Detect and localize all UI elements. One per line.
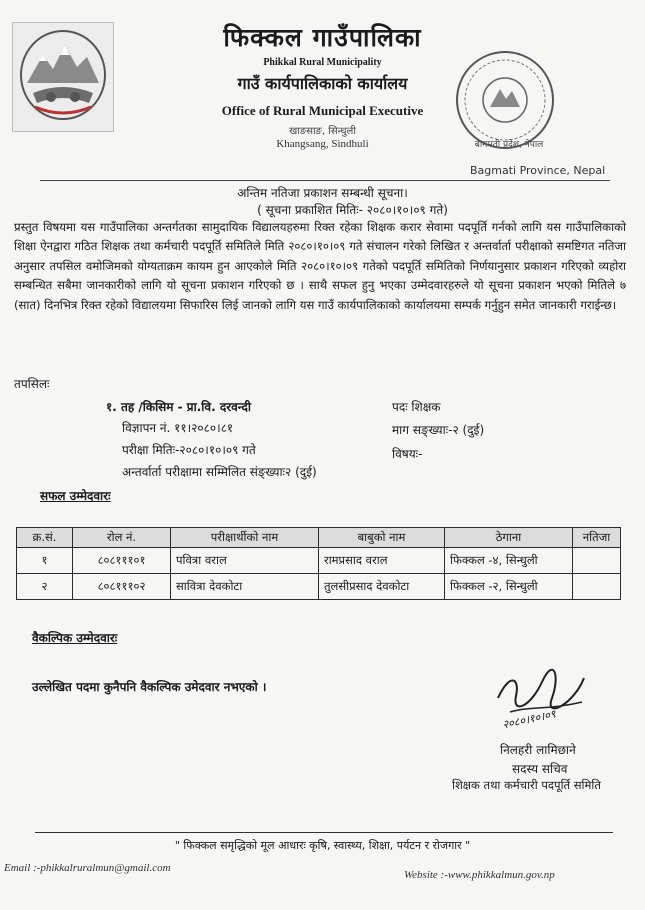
province-label: Bagmati Province, Nepal — [470, 164, 606, 177]
tapsil-label: तपसिलः — [14, 377, 50, 391]
committee-name: शिक्षक तथा कर्मचारी पदपूर्ति समिति — [452, 778, 601, 792]
column-header: रोल नं. — [73, 528, 171, 548]
column-header: क्र.सं. — [17, 528, 73, 548]
table-row — [17, 574, 621, 600]
column-header: बाबुको नाम — [319, 528, 445, 548]
footer-slogan: " फिक्कल समृद्धिको मूल आधारः कृषि, स्वास्थ्य, शिक्षा, पर्यटन र रोजगार " — [174, 839, 471, 852]
office-place-en: Khangsang, Sindhuli — [276, 138, 369, 150]
column-header: नतिजा — [573, 528, 621, 548]
detail-advert-no: विज्ञापन नं. ११।२०८०।८१ — [122, 421, 234, 435]
footer-website: Website :-www.phikkalmun.gov.np — [404, 869, 555, 881]
column-header: ठेगाना — [445, 528, 573, 548]
signature-date: २०८०।१०।०९ — [501, 707, 557, 732]
office-title-en: Office of Rural Municipal Executive — [221, 103, 424, 118]
notice-body: प्रस्तुत विषयमा यस गाउँपालिका अन्तर्गतका सामुदायिक विद्यालयहरुमा रिक्त रहेका शिक्षक करार सेवामा पदपूर्ति गर्नको लागि यस गाउँपालिकाको शिक्षा ऐनद्वारा गठित शिक्षक तथा कर्मचारी पदपूर्ति समितिले मिति २०८०।१०।०९ गते संचालन गरेको लिखित र अन्तर्वार्ता परीक्षाको समष्टिगत नतिजा अनुसार तपसिल वमोजिमको योग्यताक्रम कायम हुन आएकोले मिति २०८०।१०।०९ गतेको पदपूर्ति समितिको निर्णयानुसार प्रकाशन गरिएको व्यहोरा सम्बन्धित सबैमा जानकारीको लागि यो सूचना प्रकाशन गरिएको छ । साथै सफल हुनु भएका उम्मेदवारहरुले यो सूचना प्रकाशन भएको मितिले ७ (सात) दिनभित्र रिक्त रहेको विद्यालयमा सिफारिस लिई जानको लागि यस गाउँ कार्यपालिकाको कार्यालयमा सम्पर्क गर्नुहुन समेत जानकारी गराईन्छ। — [14, 220, 626, 312]
detail-exam-date: परीक्षा मितिः-२०८०।१०।०९ गते — [122, 443, 256, 457]
notice-subject: अन्तिम नतिजा प्रकाशन सम्बन्धी सूचना। — [237, 186, 408, 200]
cell-address: फिक्कल -४, सिन्धुली — [445, 548, 573, 574]
seal-province: बागमती प्रदेश, नेपाल — [474, 140, 544, 150]
signatory-name: निलहरी लामिछाने — [500, 743, 576, 757]
successful-heading: सफल उम्मेदवारः — [40, 489, 111, 503]
cell-roll-no: ८०८१११०२ — [73, 574, 171, 600]
cell-candidate-name: पवित्रा वराल — [171, 548, 319, 574]
cell-father-name: तुलसीप्रसाद देवकोटा — [319, 574, 445, 600]
detail-subject: विषयः- — [392, 447, 423, 461]
office-place: खाङसाङ, सिन्धुली — [289, 126, 356, 137]
published-date: ( सूचना प्रकाशित मितिः- २०८०।१०।०९ गते) — [257, 203, 448, 217]
table-header-row — [17, 528, 621, 548]
table-row — [17, 548, 621, 574]
detail-demand: माग सङ्ख्याः-२ (दुई) — [392, 423, 485, 437]
footer-email: Email :-phikkalruralmun@gmail.com — [4, 862, 171, 874]
alternate-text: उल्लेखित पदमा कुनैपनि वैकल्पिक उमेदवार नभएको । — [32, 680, 267, 694]
cell-father-name: रामप्रसाद वराल — [319, 548, 445, 574]
municipality-title-en: Phikkal Rural Municipality — [263, 57, 382, 68]
cell-candidate-name: सावित्रा देवकोटा — [171, 574, 319, 600]
cell-result — [573, 548, 621, 574]
cell-result — [573, 574, 621, 600]
municipality-title: फिक्कल गाउँपालिका — [223, 23, 422, 52]
detail-level: १. तह /किसिम - प्रा.वि. दरवन्दी — [106, 400, 251, 414]
municipality-seal — [450, 45, 560, 155]
results-table — [16, 527, 621, 600]
signatory-title: सदस्य सचिव — [512, 762, 568, 776]
cell-serial: २ — [17, 574, 73, 600]
office-title: गाउँ कार्यपालिकाको कार्यालय — [237, 74, 408, 93]
cell-roll-no: ८०८१११०१ — [73, 548, 171, 574]
header-divider — [40, 180, 610, 181]
cell-address: फिक्कल -२, सिन्धुली — [445, 574, 573, 600]
cell-serial: १ — [17, 548, 73, 574]
column-header: परीक्षार्थीको नाम — [171, 528, 319, 548]
detail-interview-count: अन्तर्वार्ता परीक्षामा सम्मिलित संङ्ख्याः२ (दुई) — [122, 465, 317, 479]
alternate-heading: वैकल्पिक उम्मेदवारः — [32, 631, 118, 645]
footer-divider — [35, 832, 613, 833]
detail-post: पदः शिक्षक — [392, 400, 441, 414]
